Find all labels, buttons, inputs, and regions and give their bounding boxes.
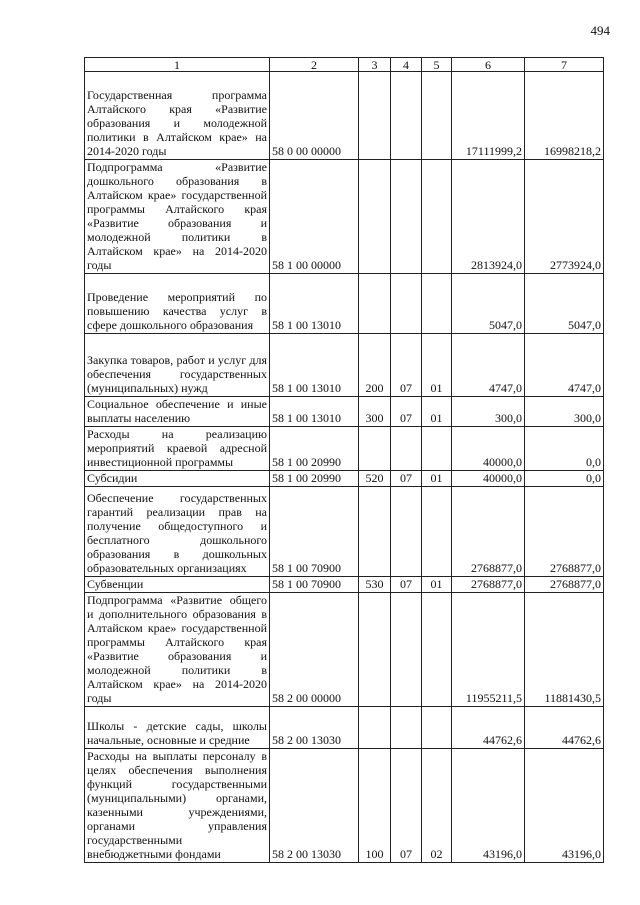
row-section-cell: 07 <box>391 471 422 487</box>
row-name-cell: Расходы на выплаты персоналу в целях обеспечения выполнения функций государственными (муниципальными) органами, казенными учреждениями, органами управления государственными внебюджетными фондами <box>85 749 270 863</box>
row-amount-2020-cell: 16998218,2 <box>525 72 604 160</box>
row-section-cell <box>391 274 422 334</box>
row-name-cell: Субвенции <box>85 577 270 593</box>
row-amount-2019-cell: 4747,0 <box>452 334 525 397</box>
row-amount-2019-cell: 43196,0 <box>452 749 525 863</box>
row-name-cell: Подпрограмма «Развитие общего и дополнительного образования в Алтайском крае» государственной программы Алтайского края «Развитие образования и молодежной политики в Алтайском крае» на 2014-2020 годы <box>85 593 270 707</box>
row-amount-2019-cell: 40000,0 <box>452 471 525 487</box>
table-row <box>85 707 604 749</box>
row-section-cell <box>391 593 422 707</box>
row-type-cell: 530 <box>359 577 391 593</box>
row-code-cell: 58 2 00 13030 <box>270 707 359 749</box>
row-code-cell: 58 0 00 00000 <box>270 72 359 160</box>
row-amount-2020-cell: 5047,0 <box>525 274 604 334</box>
row-type-cell: 200 <box>359 334 391 397</box>
budget-table <box>84 57 604 863</box>
row-amount-2019-cell: 300,0 <box>452 397 525 427</box>
table-row <box>85 471 604 487</box>
table-row <box>85 577 604 593</box>
table-row <box>85 334 604 397</box>
row-type-cell <box>359 72 391 160</box>
row-section-cell <box>391 72 422 160</box>
row-name-cell: Закупка товаров, работ и услуг для обеспечения государственных (муниципальных) нужд <box>85 334 270 397</box>
row-type-cell <box>359 427 391 471</box>
column-header: 3 <box>359 58 391 72</box>
row-section-cell: 07 <box>391 577 422 593</box>
row-subsection-cell <box>422 160 452 274</box>
row-type-cell <box>359 593 391 707</box>
row-amount-2020-cell: 2773924,0 <box>525 160 604 274</box>
row-amount-2020-cell: 44762,6 <box>525 707 604 749</box>
row-type-cell: 100 <box>359 749 391 863</box>
row-amount-2020-cell: 43196,0 <box>525 749 604 863</box>
row-amount-2020-cell: 4747,0 <box>525 334 604 397</box>
row-type-cell: 520 <box>359 471 391 487</box>
row-amount-2019-cell: 2768877,0 <box>452 577 525 593</box>
column-header: 5 <box>422 58 452 72</box>
row-name-cell: Школы - детские сады, школы начальные, основные и средние <box>85 707 270 749</box>
row-code-cell: 58 1 00 70900 <box>270 487 359 577</box>
row-code-cell: 58 1 00 20990 <box>270 471 359 487</box>
column-header: 7 <box>525 58 604 72</box>
row-amount-2019-cell: 2813924,0 <box>452 160 525 274</box>
row-subsection-cell <box>422 72 452 160</box>
row-amount-2020-cell: 11881430,5 <box>525 593 604 707</box>
row-name-cell: Проведение мероприятий по повышению качества услуг в сфере дошкольного образования <box>85 274 270 334</box>
column-header: 2 <box>270 58 359 72</box>
table-row <box>85 160 604 274</box>
row-section-cell: 07 <box>391 749 422 863</box>
row-name-cell: Расходы на реализацию мероприятий краевой адресной инвестиционной программы <box>85 427 270 471</box>
column-header: 4 <box>391 58 422 72</box>
row-subsection-cell <box>422 593 452 707</box>
table-row <box>85 72 604 160</box>
row-amount-2020-cell: 0,0 <box>525 471 604 487</box>
row-section-cell <box>391 487 422 577</box>
row-subsection-cell: 01 <box>422 334 452 397</box>
row-section-cell: 07 <box>391 334 422 397</box>
row-code-cell: 58 1 00 20990 <box>270 427 359 471</box>
row-subsection-cell: 02 <box>422 749 452 863</box>
table-row <box>85 593 604 707</box>
row-name-cell: Обеспечение государственных гарантий реализации прав на получение общедоступного и бесплатного дошкольного образования в дошкольных образовательных организациях <box>85 487 270 577</box>
row-amount-2019-cell: 5047,0 <box>452 274 525 334</box>
row-section-cell: 07 <box>391 397 422 427</box>
row-amount-2019-cell: 40000,0 <box>452 427 525 471</box>
row-subsection-cell <box>422 707 452 749</box>
row-name-cell: Государственная программа Алтайского края «Развитие образования и молодежной политики в Алтайском крае» на 2014-2020 годы <box>85 72 270 160</box>
table-row <box>85 274 604 334</box>
row-type-cell <box>359 707 391 749</box>
row-code-cell: 58 1 00 13010 <box>270 274 359 334</box>
row-amount-2019-cell: 2768877,0 <box>452 487 525 577</box>
table-row <box>85 397 604 427</box>
row-section-cell <box>391 427 422 471</box>
table-row <box>85 427 604 471</box>
row-code-cell: 58 1 00 00000 <box>270 160 359 274</box>
row-section-cell <box>391 707 422 749</box>
row-section-cell <box>391 160 422 274</box>
row-code-cell: 58 2 00 00000 <box>270 593 359 707</box>
row-type-cell: 300 <box>359 397 391 427</box>
row-amount-2019-cell: 11955211,5 <box>452 593 525 707</box>
table-header-row <box>85 58 604 72</box>
row-subsection-cell <box>422 427 452 471</box>
row-subsection-cell <box>422 487 452 577</box>
row-type-cell <box>359 487 391 577</box>
page-number: 494 <box>590 23 610 38</box>
row-subsection-cell: 01 <box>422 397 452 427</box>
row-amount-2019-cell: 44762,6 <box>452 707 525 749</box>
column-header: 6 <box>452 58 525 72</box>
row-code-cell: 58 1 00 13010 <box>270 397 359 427</box>
row-type-cell <box>359 274 391 334</box>
table-row <box>85 749 604 863</box>
row-subsection-cell: 01 <box>422 577 452 593</box>
row-name-cell: Субсидии <box>85 471 270 487</box>
row-name-cell: Социальное обеспечение и иные выплаты населению <box>85 397 270 427</box>
row-subsection-cell: 01 <box>422 471 452 487</box>
row-type-cell <box>359 160 391 274</box>
row-code-cell: 58 1 00 13010 <box>270 334 359 397</box>
row-amount-2020-cell: 2768877,0 <box>525 577 604 593</box>
row-subsection-cell <box>422 274 452 334</box>
column-header: 1 <box>85 58 270 72</box>
row-amount-2020-cell: 0,0 <box>525 427 604 471</box>
table-row <box>85 487 604 577</box>
row-code-cell: 58 1 00 70900 <box>270 577 359 593</box>
row-amount-2019-cell: 17111999,2 <box>452 72 525 160</box>
row-amount-2020-cell: 2768877,0 <box>525 487 604 577</box>
row-name-cell: Подпрограмма «Развитие дошкольного образования в Алтайском крае» государственной программы Алтайского края «Развитие образования и молодежной политики в Алтайском крае» на 2014-2020 годы <box>85 160 270 274</box>
row-amount-2020-cell: 300,0 <box>525 397 604 427</box>
row-code-cell: 58 2 00 13030 <box>270 749 359 863</box>
